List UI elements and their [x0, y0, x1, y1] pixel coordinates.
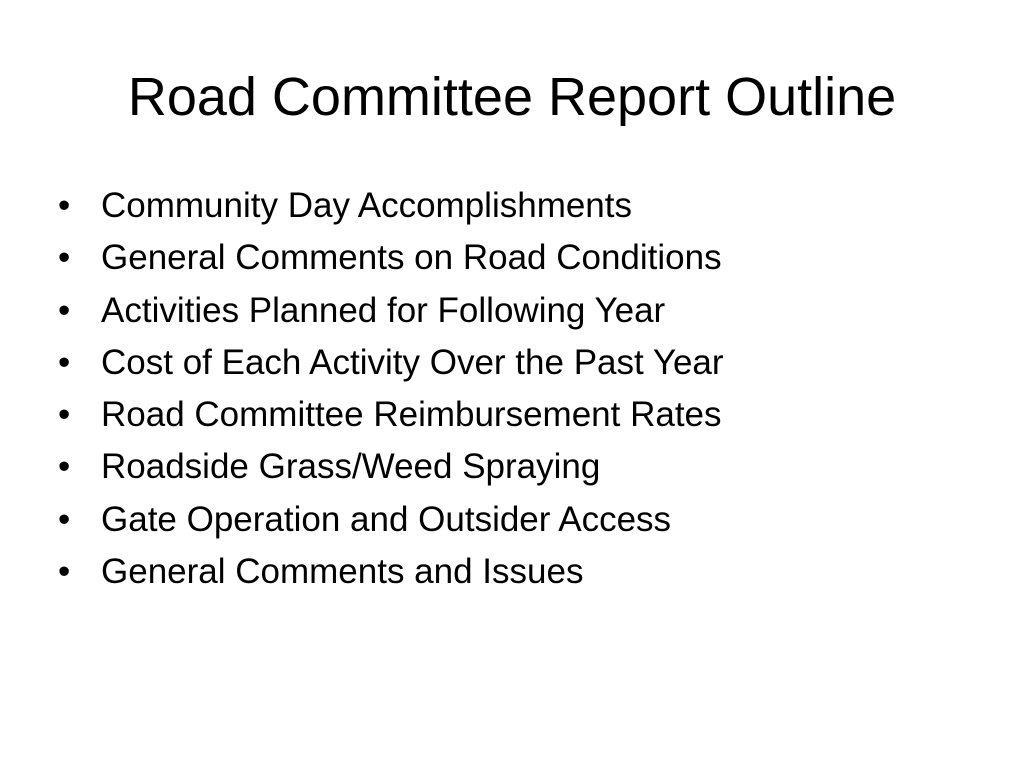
- list-item: [58, 337, 998, 389]
- bullet-marker: •: [58, 186, 71, 225]
- list-item: [58, 285, 998, 337]
- bullet-marker: •: [58, 447, 71, 487]
- slide-title: Road Committee Report Outline: [127, 67, 897, 127]
- list-item-text: General Comments and Issues: [101, 552, 584, 592]
- list-item: [58, 441, 998, 493]
- list-item-text: Activities Planned for Following Year: [101, 290, 666, 330]
- bullet-list: [58, 180, 998, 598]
- list-item-text: Roadside Grass/Weed Spraying: [101, 447, 601, 487]
- list-item: [58, 180, 998, 232]
- bullet-marker: •: [58, 499, 71, 539]
- list-item-text: Community Day Accomplishments: [101, 186, 632, 225]
- list-item: [58, 232, 998, 284]
- bullet-marker: •: [58, 238, 71, 278]
- list-item-text: Cost of Each Activity Over the Past Year: [101, 342, 724, 382]
- list-item: [58, 389, 998, 441]
- bullet-marker: •: [58, 290, 71, 330]
- list-item-text: General Comments on Road Conditions: [101, 238, 722, 278]
- list-item-text: Gate Operation and Outsider Access: [101, 499, 672, 539]
- bullet-marker: •: [58, 395, 71, 435]
- bullet-marker: •: [58, 342, 71, 382]
- list-item-text: Road Committee Reimbursement Rates: [101, 395, 722, 435]
- list-item: [58, 494, 998, 546]
- bullet-marker: •: [58, 552, 71, 592]
- list-item: [58, 546, 998, 598]
